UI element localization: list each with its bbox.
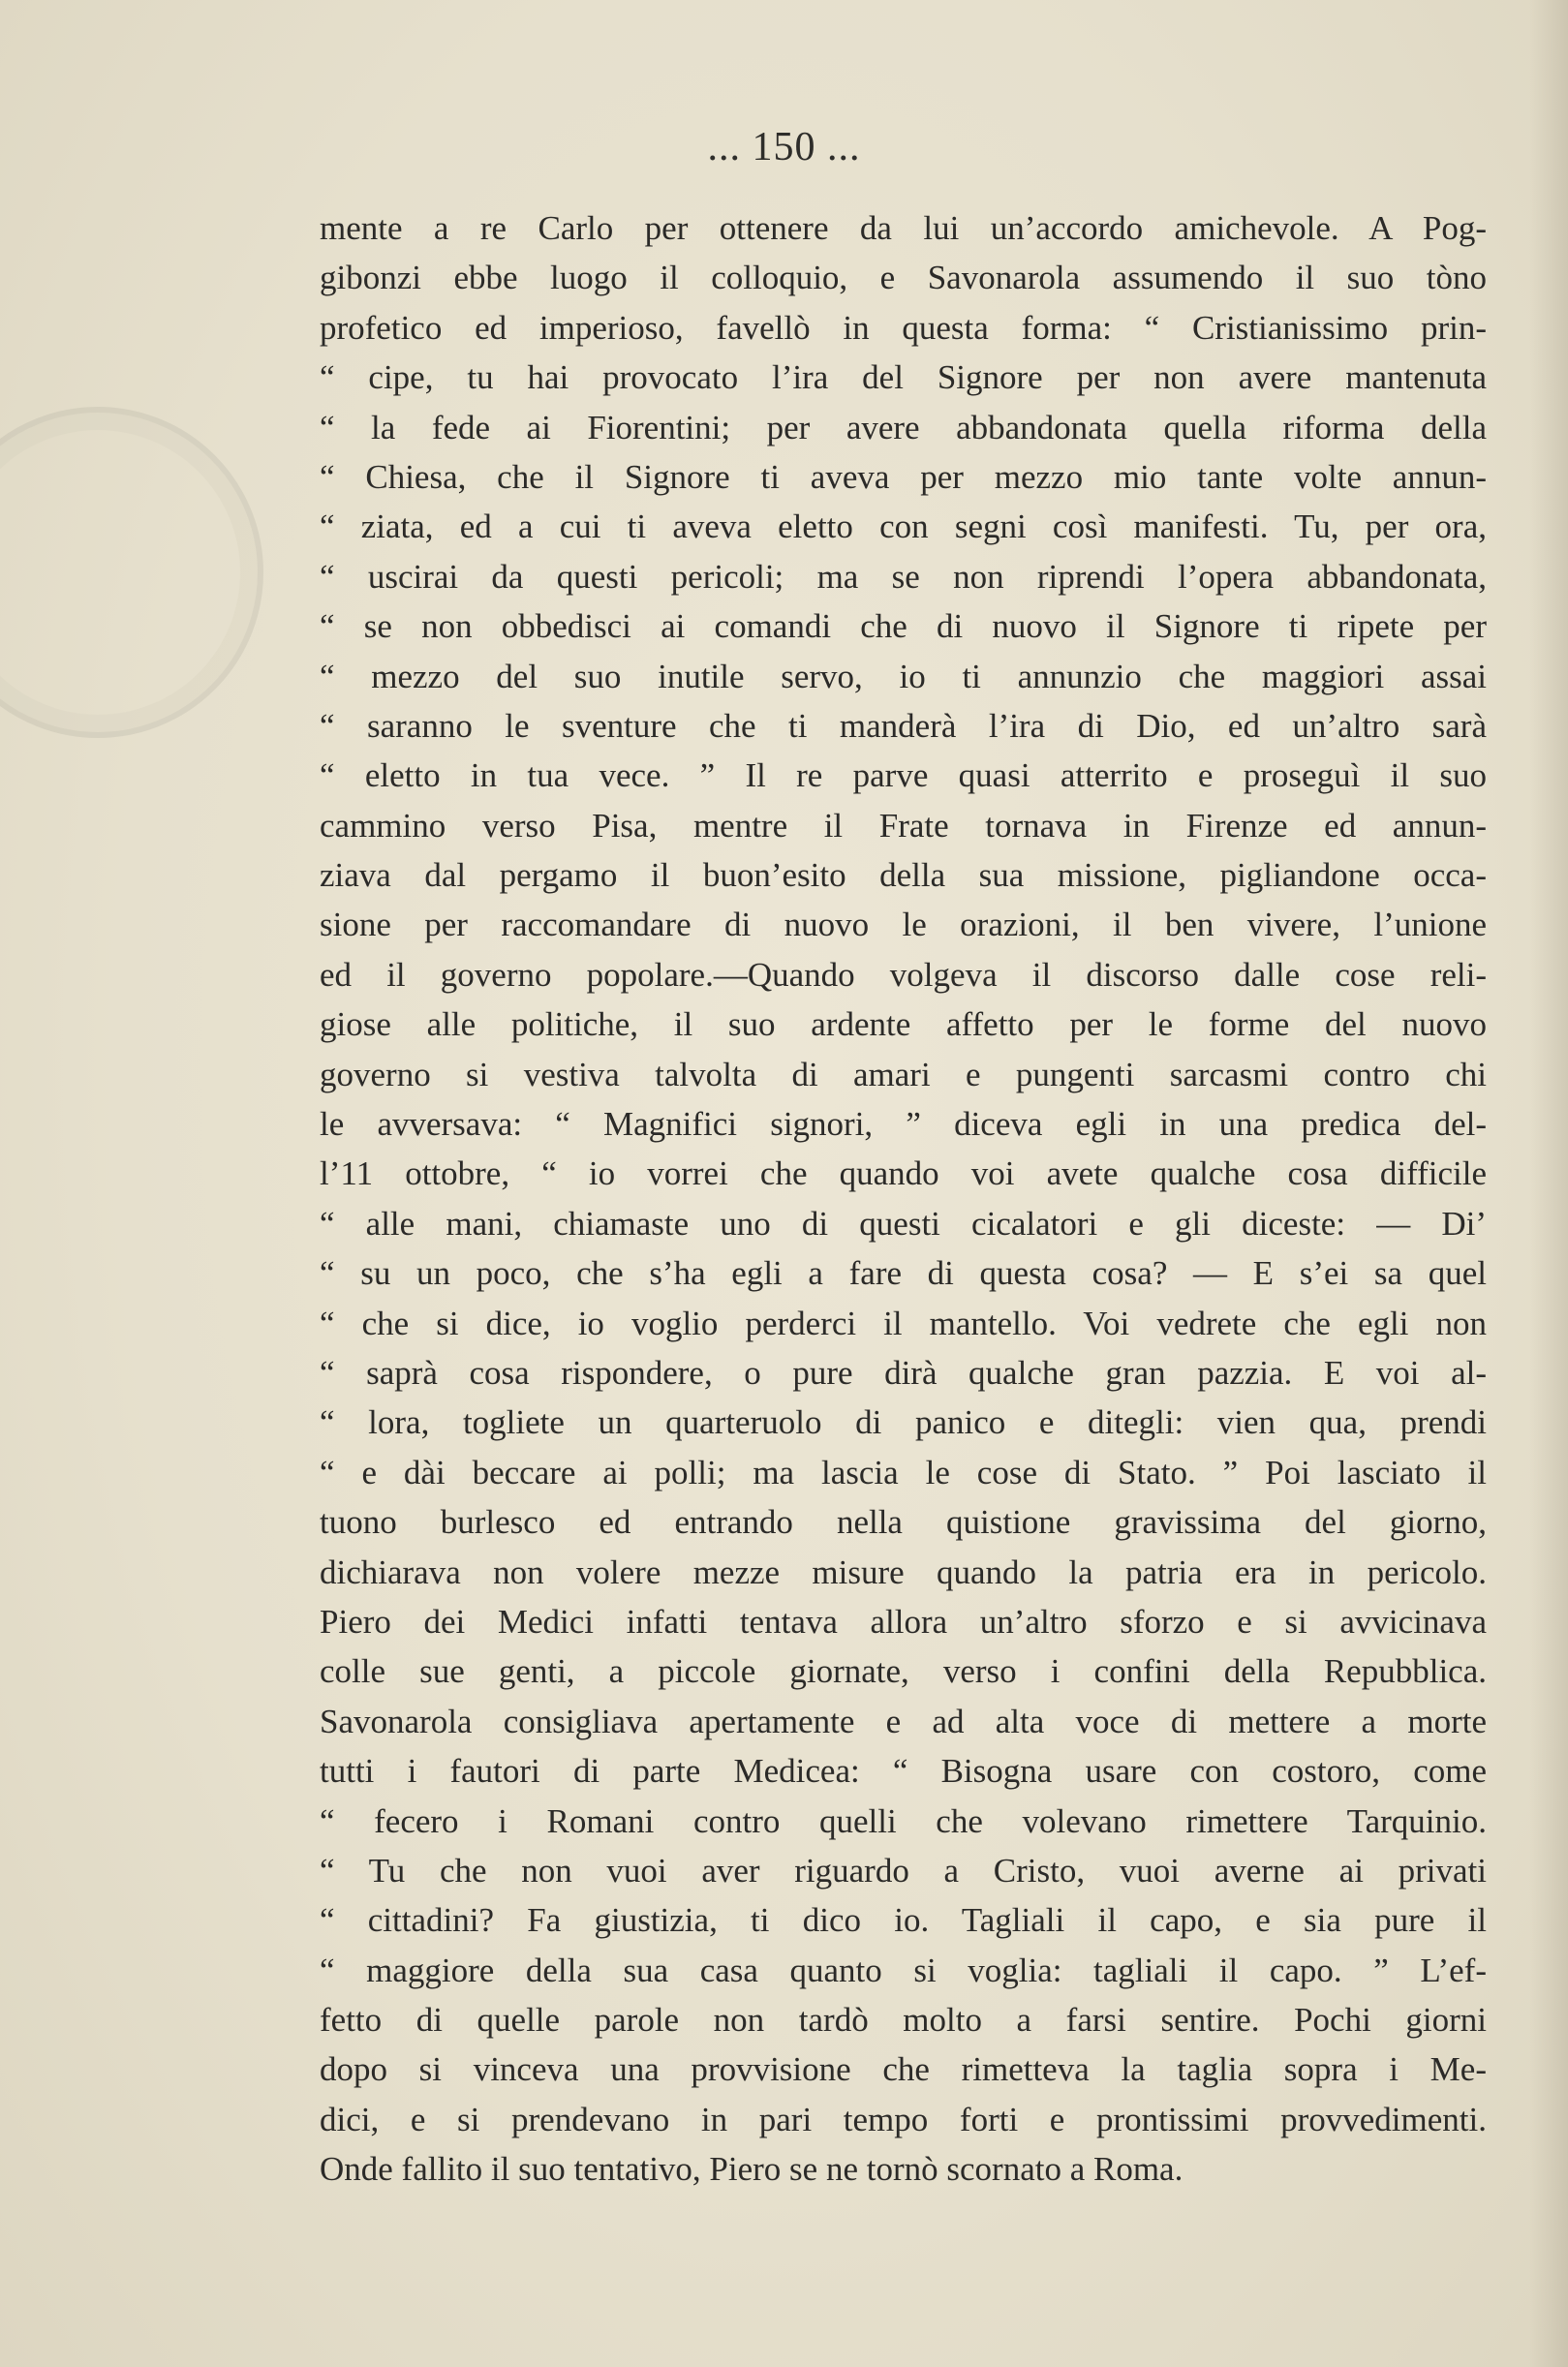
text-line: “ Chiesa, che il Signore ti aveva per mezzo mio tante volte annun-: [320, 457, 1487, 496]
text-line: “ alle mani, chiamaste uno di questi cicalatori e gli diceste: — Di’: [320, 1204, 1487, 1243]
text-line: colle sue genti, a piccole giornate, verso i confini della Repubblica.: [320, 1652, 1487, 1691]
text-line: “ cittadini? Fa giustizia, ti dico io. Tagliali il capo, e sia pure il: [320, 1901, 1487, 1940]
text-line: “ uscirai da questi pericoli; ma se non riprendi l’opera abbandonata,: [320, 557, 1487, 596]
text-line: “ maggiore della sua casa quanto si voglia: tagliali il capo. ” L’ef-: [320, 1951, 1487, 1989]
text-line: dici, e si prendevano in pari tempo forti e prontissimi provvedimenti.: [320, 2100, 1487, 2138]
text-line: fetto di quelle parole non tardò molto a farsi sentire. Pochi giorni: [320, 2001, 1487, 2040]
text-line: Onde fallito il suo tentativo, Piero se ne tornò scornato a Roma.: [320, 2150, 1184, 2189]
text-line: Piero dei Medici infatti tentava allora un’altro sforzo e si avvicinava: [320, 1602, 1487, 1641]
text-line: “ mezzo del suo inutile servo, io ti annunzio che maggiori assai: [320, 657, 1487, 695]
page-edge-shadow: [1529, 0, 1568, 2367]
text-line: ed il governo popolare.—Quando volgeva il discorso dalle cose reli-: [320, 955, 1487, 994]
page-number: ... 150 ...: [707, 125, 861, 169]
text-line: mente a re Carlo per ottenere da lui un’accordo amichevole. A Pog-: [320, 209, 1487, 247]
text-line: tuono burlesco ed entrando nella quistione gravissima del giorno,: [320, 1503, 1487, 1542]
text-line: l’11 ottobre, “ io vorrei che quando voi avete qualche cosa difficile: [320, 1154, 1487, 1193]
text-line: dichiarava non volere mezze misure quando la patria era in pericolo.: [320, 1552, 1487, 1591]
text-line: Savonarola consigliava apertamente e ad alta voce di mettere a morte: [320, 1702, 1487, 1740]
text-line: “ la fede ai Fiorentini; per avere abbandonata quella riforma della: [320, 408, 1487, 446]
text-line: “ saranno le sventure che ti manderà l’ira di Dio, ed un’altro sarà: [320, 706, 1487, 745]
text-line: gibonzi ebbe luogo il colloquio, e Savonarola assumendo il suo tòno: [320, 259, 1487, 297]
body-text: [320, 203, 1487, 2195]
faded-library-stamp: [0, 407, 263, 738]
text-line: “ fecero i Romani contro quelli che volevano rimettere Tarquinio.: [320, 1801, 1487, 1840]
text-line: “ saprà cosa rispondere, o pure dirà qualche gran pazzia. E voi al-: [320, 1353, 1487, 1392]
text-line: “ lora, togliete un quarteruolo di panico e ditegli: vien qua, prendi: [320, 1403, 1487, 1442]
text-line: governo si vestiva talvolta di amari e pungenti sarcasmi contro chi: [320, 1055, 1487, 1093]
text-line: giose alle politiche, il suo ardente affetto per le forme del nuovo: [320, 1005, 1487, 1044]
text-line: tutti i fautori di parte Medicea: “ Bisogna usare con costoro, come: [320, 1752, 1487, 1791]
text-line: cammino verso Pisa, mentre il Frate tornava in Firenze ed annun-: [320, 806, 1487, 845]
text-line: “ e dài beccare ai polli; ma lascia le cose di Stato. ” Poi lasciato il: [320, 1453, 1487, 1491]
text-line: “ cipe, tu hai provocato l’ira del Signore per non avere mantenuta: [320, 358, 1487, 397]
text-line: “ se non obbedisci ai comandi che di nuovo il Signore ti ripete per: [320, 607, 1487, 646]
text-line: le avversava: “ Magnifici signori, ” diceva egli in una predica del-: [320, 1105, 1487, 1144]
text-line: “ che si dice, io voglio perderci il mantello. Voi vedrete che egli non: [320, 1304, 1487, 1342]
text-line: dopo si vinceva una provvisione che rimetteva la taglia sopra i Me-: [320, 2050, 1487, 2089]
text-line: profetico ed imperioso, favellò in questa forma: “ Cristianissimo prin-: [320, 308, 1487, 347]
text-line: sione per raccomandare di nuovo le orazioni, il ben vivere, l’unione: [320, 906, 1487, 944]
text-line: “ su un poco, che s’ha egli a fare di questa cosa? — E s’ei sa quel: [320, 1254, 1487, 1293]
text-line: “ eletto in tua vece. ” Il re parve quasi atterrito e proseguì il suo: [320, 756, 1487, 795]
text-line: “ ziata, ed a cui ti aveva eletto con segni così manifesti. Tu, per ora,: [320, 507, 1487, 546]
text-line: ziava dal pergamo il buon’esito della sua missione, pigliandone occa-: [320, 856, 1487, 895]
text-line: “ Tu che non vuoi aver riguardo a Cristo, vuoi averne ai privati: [320, 1851, 1487, 1890]
